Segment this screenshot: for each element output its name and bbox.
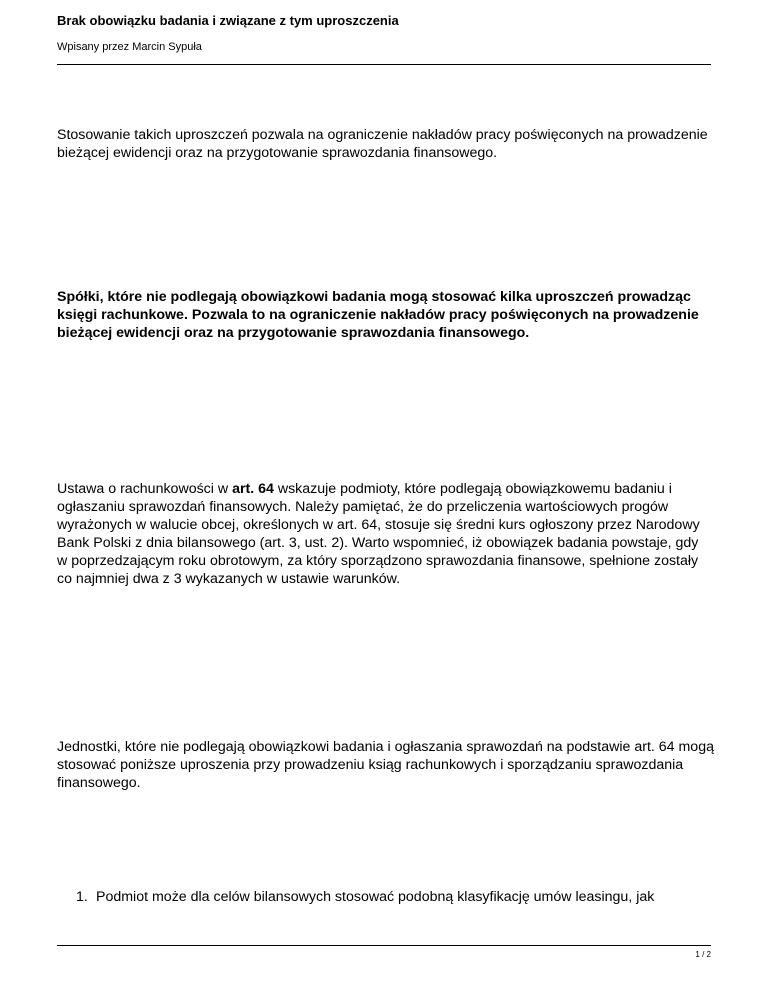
art64-reference: art. 64 (232, 481, 274, 497)
document-title: Brak obowiązku badania i związane z tym uproszczenia (57, 13, 399, 28)
footer-divider (57, 945, 711, 946)
list-item (76, 888, 654, 906)
list-item-text: Podmiot może dla celów bilansowych stosować podobną klasyfikację umów leasingu, jak (96, 889, 655, 905)
author-line: Wpisany przez Marcin Sypuła (57, 41, 202, 53)
paragraph-intro: Stosowanie takich uproszczeń pozwala na ograniczenie nakładów pracy poświęconych na prowadzenie bieżącej ewidencji oraz na przygotowanie sprawozdania finansowego. (57, 127, 708, 161)
paragraph-art64-rest: wskazuje podmioty, które podlegają obowiązkowemu badaniu i ogłaszaniu sprawozdań finansowych. Należy pamiętać, że do przeliczenia wartościowych progów wyrażonych w walucie obcej, określonych w art. 64, stosuje się średni kurs ogłoszony przez Narodowy Bank Polski z dnia bilansowego (art. 3, ust. 2). Warto wspomnieć, iż obowiązek badania powstaje, gdy w poprzedzającym roku obrotowym, za który sporządzono sprawozdania finansowe, spełnione zostały co najmniej dwa z 3 wykazanych w ustawie warunków. (57, 481, 700, 587)
paragraph-lead: Spółki, które nie podlegają obowiązkowi badania mogą stosować kilka uproszczeń prowadząc księgi rachunkowe. Pozwala to na ograniczenie nakładów pracy poświęconych na prowadzenie bieżącej ewidencji oraz na przygotowanie sprawozdania finansowego. (57, 289, 699, 341)
list-item-number: 1. (76, 889, 88, 905)
header-divider (57, 64, 711, 65)
paragraph-simplifications: Jednostki, które nie podlegają obowiązkowi badania i ogłaszania sprawozdań na podstawie art. 64 mogą stosować poniższe uproszenia przy prowadzeniu ksiąg rachunkowych i sporządzaniu sprawozdania finansowego. (57, 739, 714, 791)
paragraph-art64-start: Ustawa o rachunkowości w (57, 481, 233, 497)
paragraph-art64 (57, 480, 707, 588)
page-number: 1 / 2 (695, 950, 711, 959)
